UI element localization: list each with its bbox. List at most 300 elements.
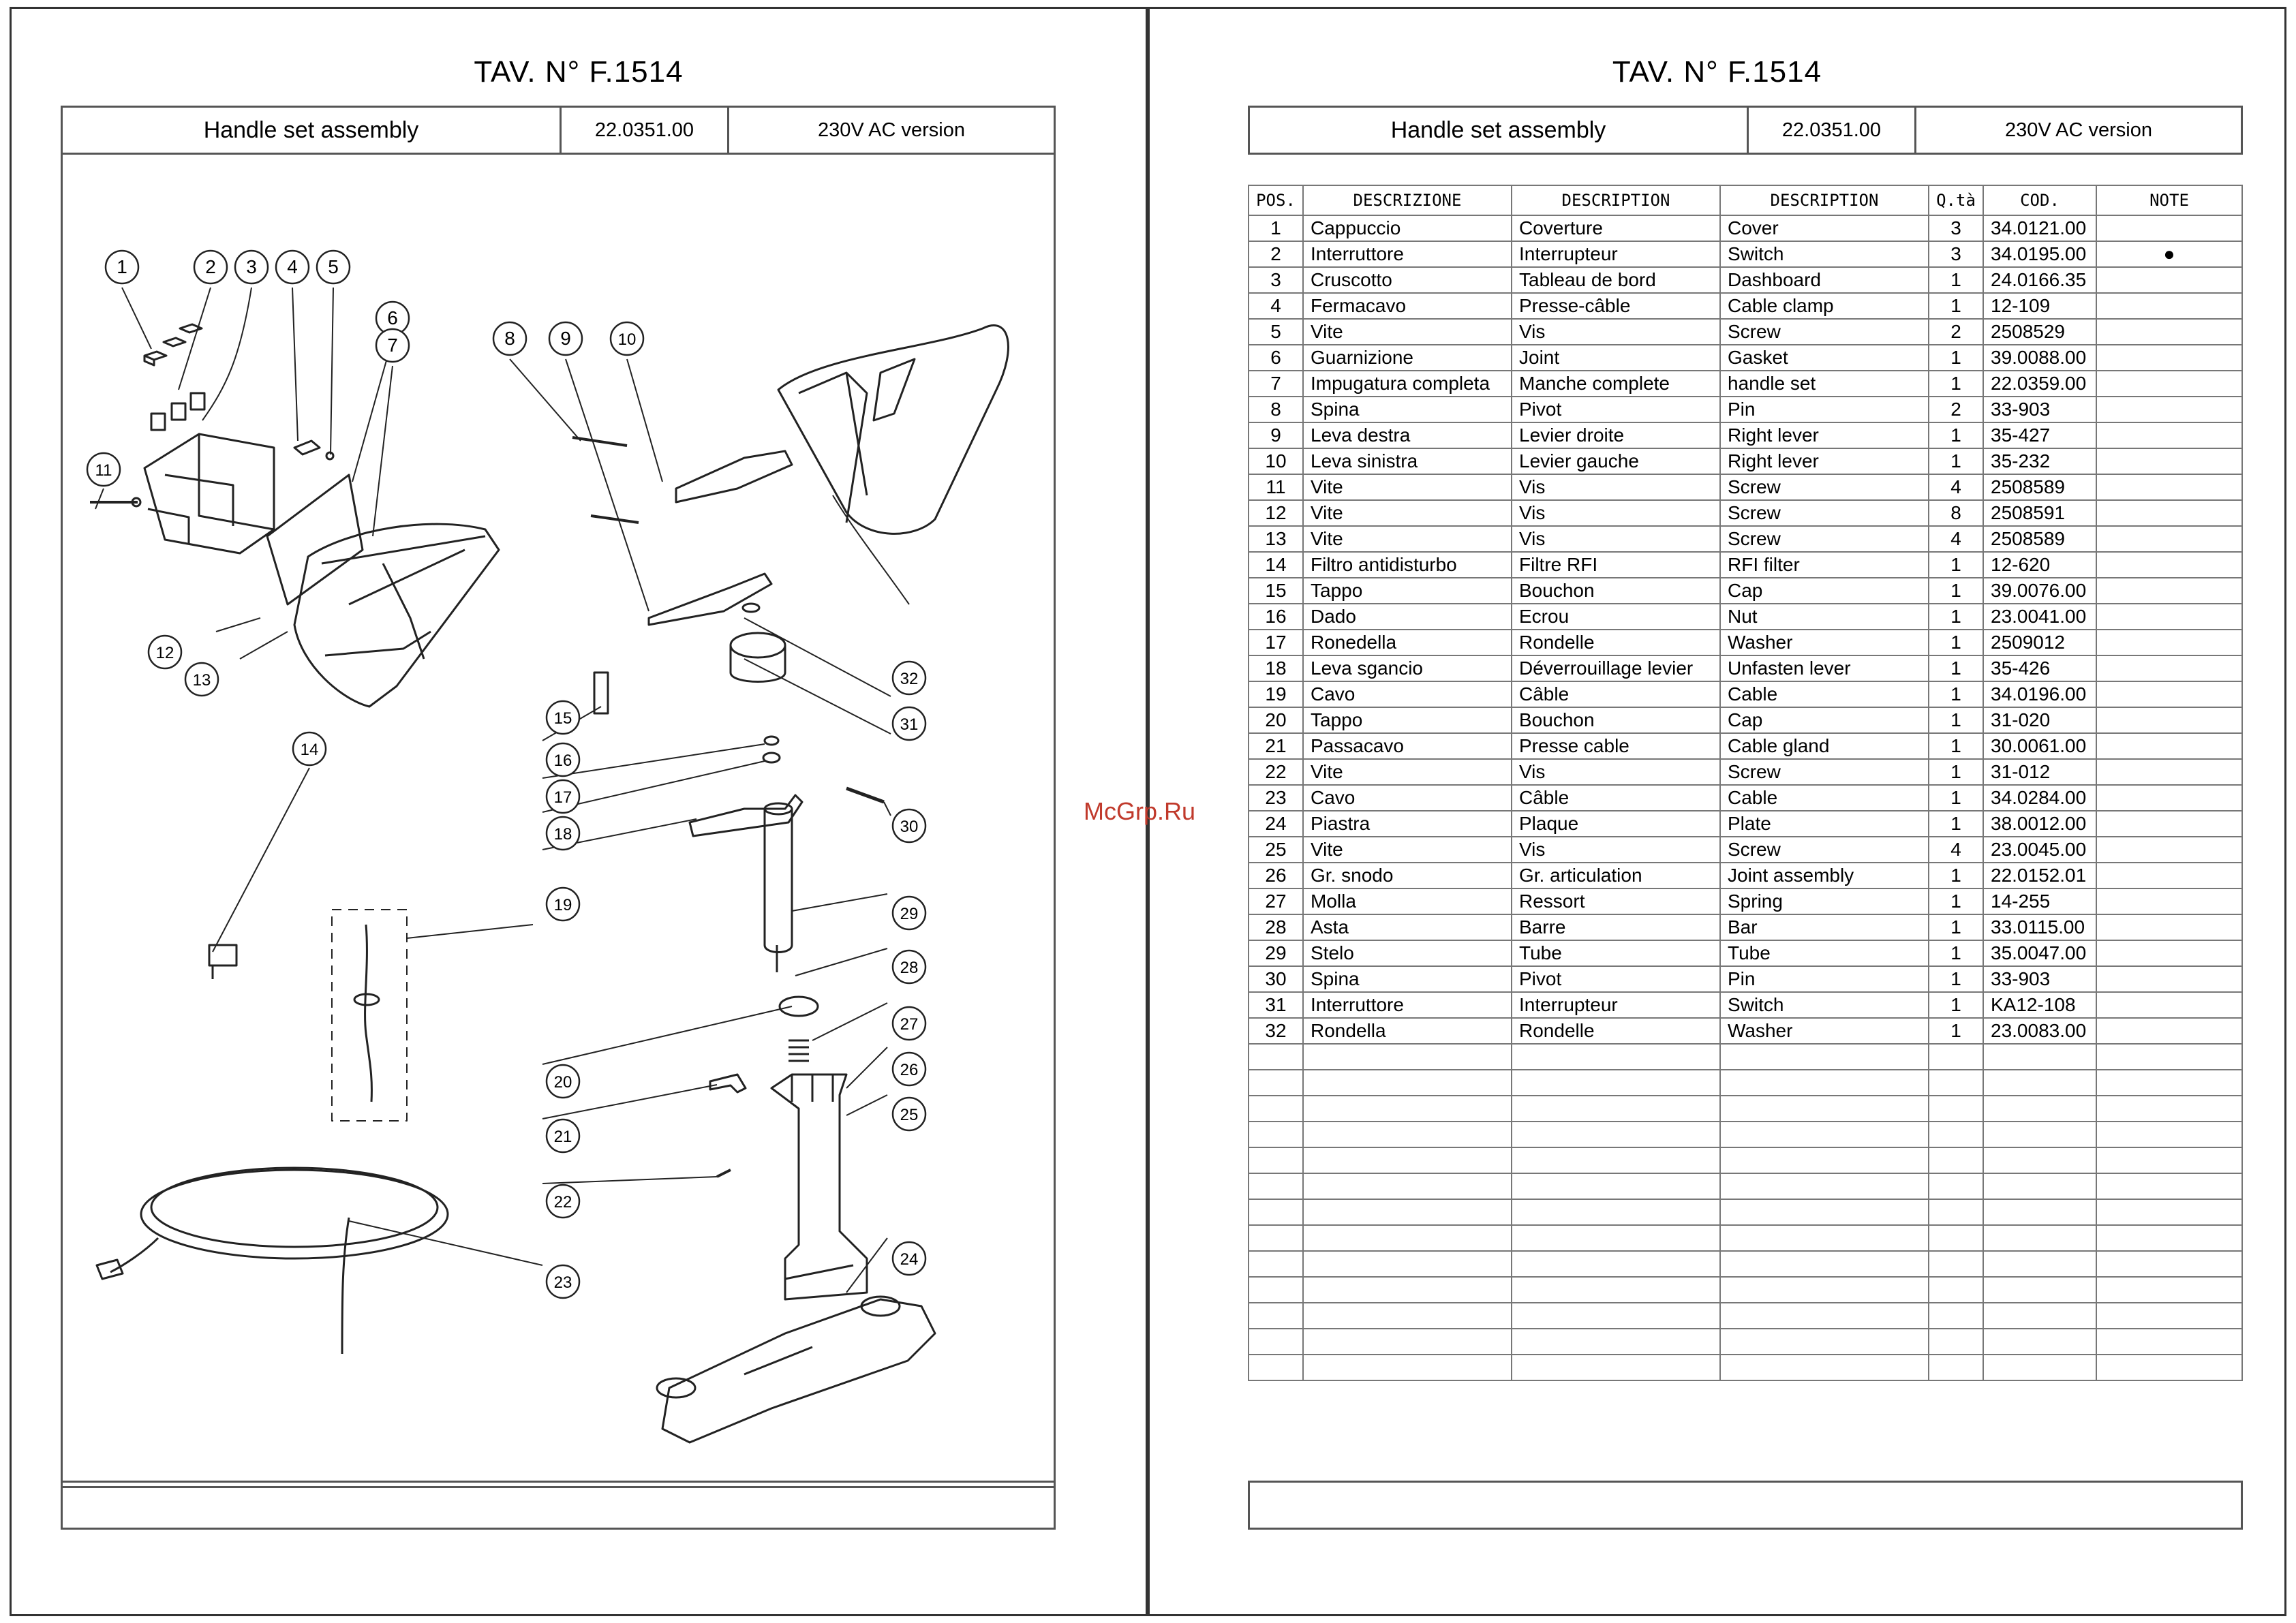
blank-cell xyxy=(2096,1173,2242,1199)
table-row xyxy=(1249,267,2242,293)
left-footer-box xyxy=(61,1481,1056,1530)
table-row xyxy=(1249,888,2242,914)
cell-description-fr: Vis xyxy=(1512,500,1720,526)
blank-cell xyxy=(1512,1070,1720,1096)
cell-pos: 14 xyxy=(1249,552,1303,578)
blank-cell xyxy=(1929,1251,1983,1277)
column-header-description-en: DESCRIPTION xyxy=(1720,185,1929,215)
blank-table-row xyxy=(1249,1044,2242,1070)
blank-cell xyxy=(1303,1303,1512,1329)
cell-note xyxy=(2096,267,2242,293)
cell-note xyxy=(2096,785,2242,811)
cell-description-en: Screw xyxy=(1720,319,1929,345)
blank-cell xyxy=(1720,1199,1929,1225)
cell-descrizione: Leva sinistra xyxy=(1303,448,1512,474)
cell-description-en: Right lever xyxy=(1720,448,1929,474)
table-row xyxy=(1249,241,2242,267)
cell-pos: 7 xyxy=(1249,371,1303,397)
cell-descrizione: Vite xyxy=(1303,500,1512,526)
cell-description-en: Washer xyxy=(1720,630,1929,655)
blank-cell xyxy=(1303,1251,1512,1277)
table-row xyxy=(1249,681,2242,707)
cell-description-en: Cover xyxy=(1720,215,1929,241)
cell-qty: 1 xyxy=(1929,966,1983,992)
cell-descrizione: Passacavo xyxy=(1303,733,1512,759)
cell-code: 14-255 xyxy=(1983,888,2096,914)
cell-code: 2508529 xyxy=(1983,319,2096,345)
callout-label: 29 xyxy=(900,905,919,923)
cell-descrizione: Ronedella xyxy=(1303,630,1512,655)
cell-qty: 1 xyxy=(1929,785,1983,811)
blank-cell xyxy=(2096,1251,2242,1277)
right-footer-box xyxy=(1248,1481,2243,1530)
cell-qty: 1 xyxy=(1929,552,1983,578)
cell-description-fr: Pivot xyxy=(1512,966,1720,992)
blank-cell xyxy=(1929,1277,1983,1303)
cell-qty: 1 xyxy=(1929,293,1983,319)
cell-pos: 26 xyxy=(1249,863,1303,888)
table-row xyxy=(1249,785,2242,811)
blank-cell xyxy=(2096,1199,2242,1225)
blank-cell xyxy=(1983,1303,2096,1329)
cell-qty: 1 xyxy=(1929,940,1983,966)
cell-note xyxy=(2096,888,2242,914)
exploded-view-drawing xyxy=(63,155,1054,1486)
cell-description-fr: Vis xyxy=(1512,319,1720,345)
column-header-note: NOTE xyxy=(2096,185,2242,215)
blank-cell xyxy=(1512,1096,1720,1122)
blank-cell xyxy=(1303,1070,1512,1096)
column-header-pos: POS. xyxy=(1249,185,1303,215)
cell-qty: 1 xyxy=(1929,707,1983,733)
cell-description-en: handle set xyxy=(1720,371,1929,397)
blank-cell xyxy=(1249,1096,1303,1122)
blank-cell xyxy=(1929,1122,1983,1147)
callout-label: 25 xyxy=(900,1106,919,1124)
cell-pos: 21 xyxy=(1249,733,1303,759)
blank-cell xyxy=(1720,1277,1929,1303)
cell-note xyxy=(2096,940,2242,966)
cell-descrizione: Fermacavo xyxy=(1303,293,1512,319)
blank-cell xyxy=(1929,1044,1983,1070)
cell-note xyxy=(2096,992,2242,1018)
cell-code: KA12-108 xyxy=(1983,992,2096,1018)
cell-description-fr: Plaque xyxy=(1512,811,1720,837)
callout-label: 10 xyxy=(617,330,637,349)
blank-cell xyxy=(1249,1355,1303,1380)
blank-cell xyxy=(1929,1355,1983,1380)
cell-pos: 32 xyxy=(1249,1018,1303,1044)
cell-descrizione: Interruttore xyxy=(1303,241,1512,267)
cell-qty: 1 xyxy=(1929,914,1983,940)
cell-description-fr: Levier droite xyxy=(1512,422,1720,448)
cell-description-en: Gasket xyxy=(1720,345,1929,371)
cell-qty: 2 xyxy=(1929,319,1983,345)
cell-code: 34.0195.00 xyxy=(1983,241,2096,267)
blank-cell xyxy=(1249,1329,1303,1355)
cell-pos: 25 xyxy=(1249,837,1303,863)
blank-table-row xyxy=(1249,1199,2242,1225)
cell-qty: 1 xyxy=(1929,733,1983,759)
callout-label: 17 xyxy=(553,788,572,807)
blank-cell xyxy=(1929,1329,1983,1355)
cell-description-en: Cable xyxy=(1720,681,1929,707)
cell-descrizione: Vite xyxy=(1303,474,1512,500)
blank-cell xyxy=(1983,1277,2096,1303)
cell-description-fr: Presse-câble xyxy=(1512,293,1720,319)
cell-qty: 1 xyxy=(1929,681,1983,707)
blank-table-row xyxy=(1249,1277,2242,1303)
cell-descrizione: Interruttore xyxy=(1303,992,1512,1018)
cell-pos: 23 xyxy=(1249,785,1303,811)
blank-cell xyxy=(1512,1303,1720,1329)
cell-descrizione: Leva sgancio xyxy=(1303,655,1512,681)
column-header-descrizione: DESCRIZIONE xyxy=(1303,185,1512,215)
blank-cell xyxy=(1303,1277,1512,1303)
callout-label: 4 xyxy=(287,256,298,277)
right-page-title: TAV. N° F.1514 xyxy=(1612,55,1822,89)
cell-pos: 28 xyxy=(1249,914,1303,940)
cell-note xyxy=(2096,319,2242,345)
blank-cell xyxy=(1720,1225,1929,1251)
blank-cell xyxy=(1512,1173,1720,1199)
cell-description-fr: Ecrou xyxy=(1512,604,1720,630)
blank-cell xyxy=(1720,1303,1929,1329)
cell-description-en: Screw xyxy=(1720,837,1929,863)
cell-pos: 11 xyxy=(1249,474,1303,500)
blank-cell xyxy=(1720,1355,1929,1380)
cell-qty: 4 xyxy=(1929,837,1983,863)
cell-code: 33-903 xyxy=(1983,966,2096,992)
blank-cell xyxy=(2096,1225,2242,1251)
table-row xyxy=(1249,397,2242,422)
cell-pos: 15 xyxy=(1249,578,1303,604)
cell-description-fr: Pivot xyxy=(1512,397,1720,422)
blank-cell xyxy=(1720,1329,1929,1355)
table-row xyxy=(1249,578,2242,604)
cell-pos: 2 xyxy=(1249,241,1303,267)
cell-note xyxy=(2096,345,2242,371)
cell-pos: 20 xyxy=(1249,707,1303,733)
callout-label: 27 xyxy=(900,1015,919,1034)
blank-cell xyxy=(1303,1225,1512,1251)
cell-pos: 19 xyxy=(1249,681,1303,707)
blank-table-row xyxy=(1249,1225,2242,1251)
cell-descrizione: Vite xyxy=(1303,837,1512,863)
cell-description-fr: Ressort xyxy=(1512,888,1720,914)
cell-code: 12-109 xyxy=(1983,293,2096,319)
table-row xyxy=(1249,733,2242,759)
cell-description-en: Bar xyxy=(1720,914,1929,940)
cell-description-fr: Vis xyxy=(1512,759,1720,785)
cell-pos: 4 xyxy=(1249,293,1303,319)
blank-cell xyxy=(1983,1173,2096,1199)
blank-cell xyxy=(1929,1070,1983,1096)
cell-descrizione: Molla xyxy=(1303,888,1512,914)
cell-descrizione: Spina xyxy=(1303,397,1512,422)
cell-code: 2508589 xyxy=(1983,526,2096,552)
callout-label: 22 xyxy=(553,1193,572,1211)
blank-cell xyxy=(1249,1199,1303,1225)
blank-cell xyxy=(1303,1122,1512,1147)
cell-qty: 2 xyxy=(1929,397,1983,422)
blank-cell xyxy=(2096,1070,2242,1096)
blank-cell xyxy=(1512,1044,1720,1070)
blank-cell xyxy=(1929,1199,1983,1225)
blank-cell xyxy=(2096,1122,2242,1147)
table-row xyxy=(1249,759,2242,785)
cell-description-en: Cap xyxy=(1720,578,1929,604)
cell-pos: 13 xyxy=(1249,526,1303,552)
table-row xyxy=(1249,215,2242,241)
cell-descrizione: Dado xyxy=(1303,604,1512,630)
cell-qty: 1 xyxy=(1929,422,1983,448)
cell-note xyxy=(2096,681,2242,707)
cell-note xyxy=(2096,655,2242,681)
watermark: McGrp.Ru xyxy=(1084,797,1196,825)
left-page xyxy=(10,7,1148,1616)
left-page-title: TAV. N° F.1514 xyxy=(474,55,684,89)
cell-descrizione: Impugatura completa xyxy=(1303,371,1512,397)
table-row xyxy=(1249,707,2242,733)
cell-code: 34.0121.00 xyxy=(1983,215,2096,241)
blank-cell xyxy=(1983,1225,2096,1251)
blank-cell xyxy=(1983,1122,2096,1147)
cell-description-en: Screw xyxy=(1720,759,1929,785)
cell-pos: 12 xyxy=(1249,500,1303,526)
blank-cell xyxy=(1249,1070,1303,1096)
table-row xyxy=(1249,293,2242,319)
cell-code: 35-426 xyxy=(1983,655,2096,681)
callout-label: 14 xyxy=(300,741,319,759)
cell-note xyxy=(2096,448,2242,474)
cell-description-en: Spring xyxy=(1720,888,1929,914)
cell-code: 34.0196.00 xyxy=(1983,681,2096,707)
cell-description-fr: Filtre RFI xyxy=(1512,552,1720,578)
blank-cell xyxy=(1249,1173,1303,1199)
cell-qty: 1 xyxy=(1929,578,1983,604)
callout-label: 15 xyxy=(553,709,572,728)
cell-note xyxy=(2096,552,2242,578)
cell-code: 24.0166.35 xyxy=(1983,267,2096,293)
cell-descrizione: Asta xyxy=(1303,914,1512,940)
blank-cell xyxy=(1983,1199,2096,1225)
parts-table xyxy=(1248,185,2243,1381)
cell-code: 23.0041.00 xyxy=(1983,604,2096,630)
blank-cell xyxy=(1929,1147,1983,1173)
table-row xyxy=(1249,940,2242,966)
blank-table-row xyxy=(1249,1329,2242,1355)
cell-code: 2509012 xyxy=(1983,630,2096,655)
cell-code: 22.0359.00 xyxy=(1983,371,2096,397)
callout-label: 30 xyxy=(900,818,919,836)
assembly-code: 22.0351.00 xyxy=(1749,108,1916,153)
cell-qty: 1 xyxy=(1929,811,1983,837)
cell-note xyxy=(2096,422,2242,448)
callout-label: 18 xyxy=(553,825,572,844)
cell-note xyxy=(2096,759,2242,785)
cell-qty: 1 xyxy=(1929,371,1983,397)
cell-description-fr: Vis xyxy=(1512,837,1720,863)
cell-code: 30.0061.00 xyxy=(1983,733,2096,759)
blank-cell xyxy=(1983,1329,2096,1355)
blank-cell xyxy=(1249,1044,1303,1070)
cell-pos: 5 xyxy=(1249,319,1303,345)
cell-description-fr: Déverrouillage levier xyxy=(1512,655,1720,681)
blank-table-row xyxy=(1249,1147,2242,1173)
cell-descrizione: Tappo xyxy=(1303,707,1512,733)
cell-descrizione: Piastra xyxy=(1303,811,1512,837)
cell-description-en: Screw xyxy=(1720,526,1929,552)
assembly-code: 22.0351.00 xyxy=(562,108,729,153)
cell-code: 31-012 xyxy=(1983,759,2096,785)
callout-label: 5 xyxy=(328,256,339,277)
cell-code: 33.0115.00 xyxy=(1983,914,2096,940)
cell-pos: 16 xyxy=(1249,604,1303,630)
parts-table-header xyxy=(1249,185,2242,215)
cell-note: ● xyxy=(2096,241,2242,267)
cell-description-en: Joint assembly xyxy=(1720,863,1929,888)
blank-cell xyxy=(1512,1251,1720,1277)
callout-label: 7 xyxy=(387,335,398,356)
cell-code: 39.0088.00 xyxy=(1983,345,2096,371)
callout-label: 31 xyxy=(900,715,919,734)
callout-label: 16 xyxy=(553,752,572,770)
cell-note xyxy=(2096,604,2242,630)
blank-cell xyxy=(1303,1329,1512,1355)
cell-pos: 30 xyxy=(1249,966,1303,992)
cell-description-fr: Joint xyxy=(1512,345,1720,371)
cell-qty: 1 xyxy=(1929,345,1983,371)
blank-cell xyxy=(2096,1303,2242,1329)
blank-cell xyxy=(1929,1096,1983,1122)
callout-label: 23 xyxy=(553,1273,572,1292)
callout-label: 32 xyxy=(900,670,919,688)
cell-descrizione: Cavo xyxy=(1303,681,1512,707)
cell-note xyxy=(2096,914,2242,940)
callout-label: 20 xyxy=(553,1073,572,1092)
blank-cell xyxy=(1512,1355,1720,1380)
callout-label: 24 xyxy=(900,1250,919,1269)
table-row xyxy=(1249,630,2242,655)
table-row xyxy=(1249,500,2242,526)
cell-code: 35-427 xyxy=(1983,422,2096,448)
cell-description-fr: Bouchon xyxy=(1512,578,1720,604)
cell-pos: 18 xyxy=(1249,655,1303,681)
cell-qty: 1 xyxy=(1929,759,1983,785)
blank-cell xyxy=(1303,1096,1512,1122)
cell-code: 2508589 xyxy=(1983,474,2096,500)
cell-note xyxy=(2096,500,2242,526)
blank-cell xyxy=(1512,1277,1720,1303)
blank-cell xyxy=(1512,1147,1720,1173)
blank-cell xyxy=(2096,1355,2242,1380)
table-row xyxy=(1249,837,2242,863)
cell-description-en: Pin xyxy=(1720,397,1929,422)
table-row xyxy=(1249,319,2242,345)
cell-qty: 1 xyxy=(1929,863,1983,888)
cell-note xyxy=(2096,966,2242,992)
cell-description-fr: Bouchon xyxy=(1512,707,1720,733)
cell-description-fr: Vis xyxy=(1512,474,1720,500)
blank-cell xyxy=(1512,1329,1720,1355)
callout-label: 1 xyxy=(117,256,127,277)
cell-description-fr: Gr. articulation xyxy=(1512,863,1720,888)
cell-code: 2508591 xyxy=(1983,500,2096,526)
table-row xyxy=(1249,992,2242,1018)
callout-label: 28 xyxy=(900,959,919,977)
cell-qty: 1 xyxy=(1929,888,1983,914)
blank-cell xyxy=(1512,1199,1720,1225)
cell-description-fr: Barre xyxy=(1512,914,1720,940)
cell-code: 31-020 xyxy=(1983,707,2096,733)
blank-cell xyxy=(1303,1199,1512,1225)
blank-cell xyxy=(1983,1096,2096,1122)
cell-description-en: Cable xyxy=(1720,785,1929,811)
cell-note xyxy=(2096,837,2242,863)
cell-description-fr: Presse cable xyxy=(1512,733,1720,759)
cell-description-en: Cable gland xyxy=(1720,733,1929,759)
cell-description-en: Switch xyxy=(1720,241,1929,267)
cell-description-en: Plate xyxy=(1720,811,1929,837)
cell-qty: 1 xyxy=(1929,630,1983,655)
cell-note xyxy=(2096,397,2242,422)
cell-note xyxy=(2096,526,2242,552)
cell-pos: 31 xyxy=(1249,992,1303,1018)
cell-code: 23.0083.00 xyxy=(1983,1018,2096,1044)
blank-cell xyxy=(1929,1225,1983,1251)
blank-table-row xyxy=(1249,1173,2242,1199)
cell-descrizione: Spina xyxy=(1303,966,1512,992)
cell-description-fr: Tube xyxy=(1512,940,1720,966)
cell-descrizione: Vite xyxy=(1303,319,1512,345)
column-header-code: COD. xyxy=(1983,185,2096,215)
cell-note xyxy=(2096,215,2242,241)
cell-qty: 4 xyxy=(1929,474,1983,500)
blank-cell xyxy=(1249,1303,1303,1329)
blank-cell xyxy=(1929,1173,1983,1199)
blank-cell xyxy=(1512,1225,1720,1251)
cell-code: 35.0047.00 xyxy=(1983,940,2096,966)
column-header-qty: Q.tà xyxy=(1929,185,1983,215)
cell-descrizione: Guarnizione xyxy=(1303,345,1512,371)
blank-cell xyxy=(1983,1147,2096,1173)
assembly-name: Handle set assembly xyxy=(1250,108,1749,153)
cell-note xyxy=(2096,733,2242,759)
cell-description-en: Screw xyxy=(1720,474,1929,500)
blank-cell xyxy=(2096,1044,2242,1070)
cell-code: 35-232 xyxy=(1983,448,2096,474)
blank-cell xyxy=(2096,1096,2242,1122)
cell-pos: 6 xyxy=(1249,345,1303,371)
cell-description-en: Screw xyxy=(1720,500,1929,526)
cell-descrizione: Vite xyxy=(1303,759,1512,785)
cell-qty: 4 xyxy=(1929,526,1983,552)
blank-cell xyxy=(1983,1044,2096,1070)
assembly-version: 230V AC version xyxy=(2004,119,2152,141)
blank-table-row xyxy=(1249,1355,2242,1380)
cell-note xyxy=(2096,811,2242,837)
cell-description-fr: Interrupteur xyxy=(1512,241,1720,267)
blank-cell xyxy=(1303,1173,1512,1199)
callout-label: 19 xyxy=(553,896,572,914)
cell-qty: 1 xyxy=(1929,655,1983,681)
cell-code: 23.0045.00 xyxy=(1983,837,2096,863)
cell-qty: 1 xyxy=(1929,448,1983,474)
cell-description-fr: Câble xyxy=(1512,785,1720,811)
cell-description-fr: Interrupteur xyxy=(1512,992,1720,1018)
cell-code: 33-903 xyxy=(1983,397,2096,422)
